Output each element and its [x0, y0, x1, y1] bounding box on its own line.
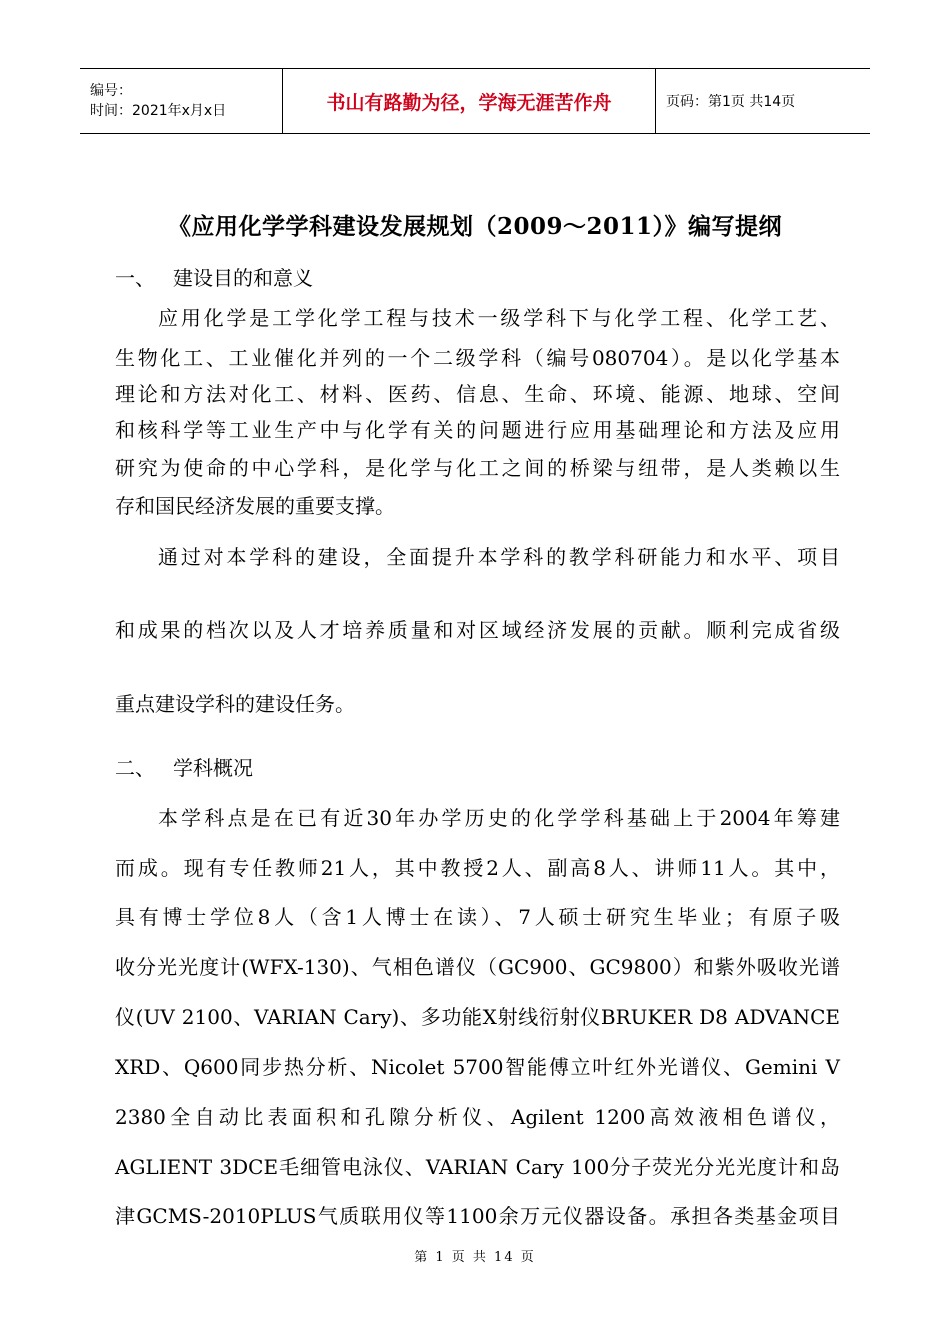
page-footer: 第 1 页 共 14 页	[414, 1250, 536, 1265]
header-page-info	[656, 69, 870, 133]
document-number: 编号：	[90, 83, 132, 99]
paragraph-line: 津GCMS-2010PLUS气质联用仪等1100余万元仪器设备。承担各类基金项目	[115, 1204, 840, 1228]
page-info-text: 页码：第1页 共14页	[666, 94, 796, 110]
paragraph-line: 存和国民经济发展的重要支撑。	[115, 494, 395, 518]
page-header	[80, 68, 870, 134]
paragraph-line: 理论和方法对化工、材料、医药、信息、生命、环境、能源、地球、空间	[115, 382, 840, 406]
header-meta	[80, 69, 283, 133]
document-title: 《应用化学学科建设发展规划（2009～2011）》编写提纲	[167, 213, 783, 240]
paragraph-line: 重点建设学科的建设任务。	[115, 692, 355, 716]
section-heading-1	[115, 262, 313, 291]
section-title: 建设目的和意义	[173, 266, 313, 290]
paragraph-line: 收分光光度计(WFX-130)、气相色谱仪（GC900、GC9800）和紫外吸收光谱	[115, 955, 840, 979]
motto-text: 书山有路勤为径，学海无涯苦作舟	[326, 91, 612, 114]
section-number: 二、	[115, 756, 155, 780]
document-date: 时间：2021年x月x日	[90, 103, 227, 119]
paragraph-line: 通过对本学科的建设，全面提升本学科的教学科研能力和水平、项目	[158, 545, 840, 569]
paragraph-line: 和成果的档次以及人才培养质量和对区域经济发展的贡献。顺利完成省级	[115, 618, 840, 642]
paragraph-line: 应用化学是工学化学工程与技术一级学科下与化学工程、化学工艺、	[158, 306, 840, 330]
paragraph-line: 2380全自动比表面积和孔隙分析仪、Agilent 1200高效液相色谱仪，	[115, 1105, 840, 1129]
section-heading-2	[115, 752, 253, 781]
paragraph-line: 而成。现有专任教师21人，其中教授2人、副高8人、讲师11人。其中，	[115, 856, 840, 880]
paragraph-line: 仪(UV 2100、VARIAN Cary)、多功能X射线衍射仪BRUKER D8 ADVANCE	[115, 1005, 840, 1029]
section-title: 学科概况	[173, 756, 253, 780]
header-motto	[283, 69, 656, 133]
paragraph-line: 生物化工、工业催化并列的一个二级学科（编号080704）。是以化学基本	[115, 346, 840, 370]
paragraph-line: XRD、Q600同步热分析、Nicolet 5700智能傅立叶红外光谱仪、Gemini V	[115, 1055, 840, 1079]
paragraph-line: 具有博士学位8人（含1人博士在读）、7人硕士研究生毕业；有原子吸	[115, 905, 840, 929]
section-number: 一、	[115, 266, 155, 290]
paragraph-line: AGLIENT 3DCE毛细管电泳仪、VARIAN Cary 100分子荧光分光光度计和岛	[115, 1155, 840, 1179]
paragraph-line: 本学科点是在已有近30年办学历史的化学学科基础上于2004年筹建	[158, 806, 840, 830]
paragraph-line: 研究为使命的中心学科，是化学与化工之间的桥梁与纽带，是人类赖以生	[115, 456, 840, 480]
paragraph-line: 和核科学等工业生产中与化学有关的问题进行应用基础理论和方法及应用	[115, 418, 840, 442]
